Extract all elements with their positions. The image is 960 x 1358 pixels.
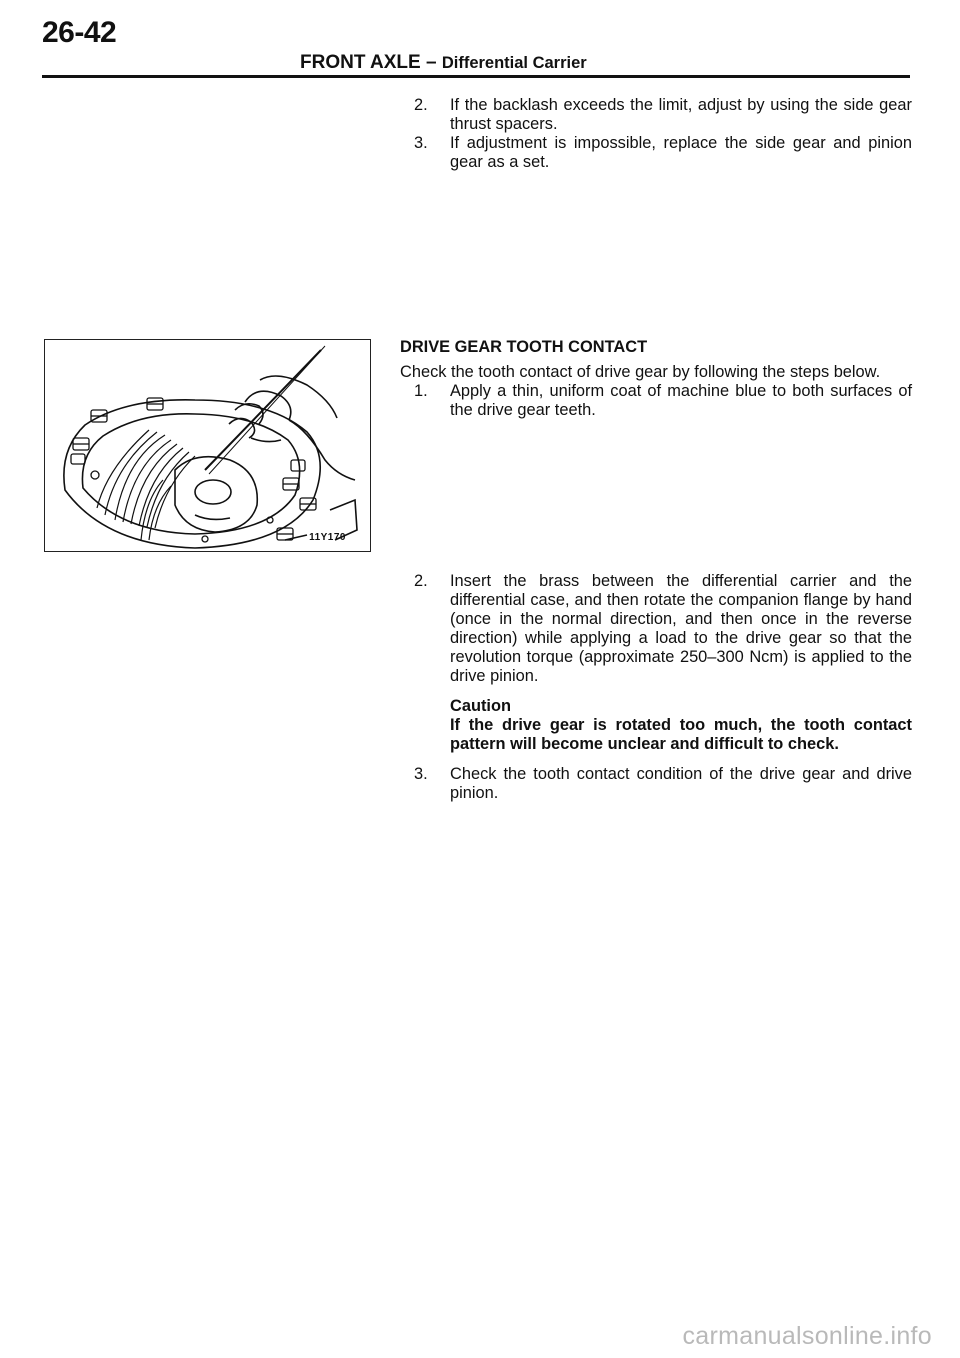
tooth-contact-section <box>400 338 912 420</box>
step-number: 3. <box>414 765 428 783</box>
tooth-contact-steps <box>400 572 912 803</box>
caution-block <box>400 697 912 754</box>
step-1-apply <box>400 382 912 420</box>
title-separator: – <box>425 52 437 73</box>
step-2-insert-brass <box>400 572 912 686</box>
caution-title: Caution <box>450 697 512 715</box>
subsection-title: Differential Carrier <box>441 54 587 72</box>
step-number: 2. <box>414 572 428 590</box>
section-heading: DRIVE GEAR TOOTH CONTACT <box>400 338 648 356</box>
step-3-check-contact <box>400 765 912 803</box>
step-text: Insert the brass between the differential carrier and the differential case, and then rotate the companion flange by hand (once in the normal direction, and then once in the reverse direction) while applying a load to the drive gear so that the revolution torque (approximate 250–300 Ncm) is applied to the drive pinion. <box>450 572 912 685</box>
page-number: 26-42 <box>42 16 117 49</box>
differential-carrier-icon <box>45 340 371 552</box>
figure-code: 11Y170 <box>309 532 346 543</box>
step-number: 2. <box>414 96 428 114</box>
step-text: If the backlash exceeds the limit, adjust by using the side gear thrust spacers. <box>450 96 912 133</box>
top-steps <box>400 96 912 172</box>
header-rule <box>42 75 910 78</box>
step-text: Check the tooth contact condition of the drive gear and drive pinion. <box>450 765 912 802</box>
step-number: 1. <box>414 382 428 400</box>
differential-carrier-illustration <box>44 339 371 552</box>
section-title: FRONT AXLE <box>300 52 421 73</box>
watermark: carmanualsonline.info <box>682 1322 932 1350</box>
step-text: If adjustment is impossible, replace the side gear and pinion gear as a set. <box>450 134 912 171</box>
step-3-replace <box>400 134 912 172</box>
section-intro: Check the tooth contact of drive gear by following the steps below. <box>400 363 881 381</box>
caution-text: If the drive gear is rotated too much, the tooth contact pattern will become unclear and difficult to check. <box>450 716 912 753</box>
step-text: Apply a thin, uniform coat of machine blue to both surfaces of the drive gear teeth. <box>450 382 912 419</box>
page-title <box>300 52 587 74</box>
page-header <box>0 0 960 80</box>
step-number: 3. <box>414 134 428 152</box>
step-2-backlash <box>400 96 912 134</box>
